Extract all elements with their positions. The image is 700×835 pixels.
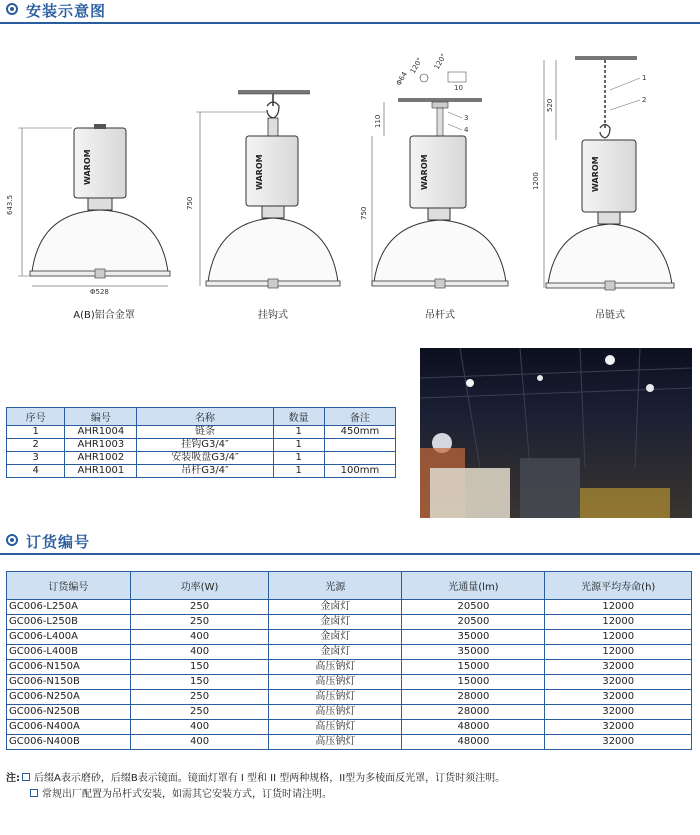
dim-width-1: Φ528 (90, 288, 109, 296)
parts-header-code: 编号 (65, 408, 137, 426)
table-row (7, 426, 396, 439)
cell: AHR1003 (65, 439, 137, 452)
brand-label: WAROM (420, 154, 429, 190)
cell: 金卤灯 (269, 615, 402, 630)
cell: 12000 (545, 630, 692, 645)
cell: 400 (130, 720, 269, 735)
cell: 32000 (545, 720, 692, 735)
cell: 28000 (402, 690, 545, 705)
table-row (7, 645, 692, 660)
installation-diagrams (0, 40, 700, 340)
parts-header-qty: 数量 (273, 408, 324, 426)
cell: 3 (7, 452, 65, 465)
table-row (7, 615, 692, 630)
order-header-row (7, 572, 692, 600)
cell: 1 (7, 426, 65, 439)
cell: GC006-L400A (7, 630, 131, 645)
cell: 150 (130, 660, 269, 675)
note-text: 后缀A表示磨砂，后缀B表示镜面。镜面灯罩有 I 型和 II 型两种规格，II型为多棱面反光罩，订货时须注明。 (34, 773, 506, 784)
cell: 链条 (137, 426, 273, 439)
cell: 1 (273, 465, 324, 478)
cell: 450mm (324, 426, 395, 439)
cell: 高压钠灯 (269, 720, 402, 735)
dim-height-2: 750 (186, 196, 194, 210)
cell: GC006-N400A (7, 720, 131, 735)
cell: 400 (130, 735, 269, 750)
cell (324, 439, 395, 452)
table-row (7, 705, 692, 720)
section-bullet-icon (6, 3, 18, 15)
cell: 1 (273, 426, 324, 439)
order-header-source: 光源 (269, 572, 402, 600)
cell: 4 (7, 465, 65, 478)
cell: 高压钠灯 (269, 660, 402, 675)
dim-top-3: 110 (374, 114, 382, 128)
label-2: 2 (642, 96, 647, 104)
dim-height-4: 1200 (532, 172, 540, 190)
cell: 32000 (545, 705, 692, 720)
square-bullet-icon (30, 789, 38, 797)
cell: 32000 (545, 690, 692, 705)
table-row (7, 660, 692, 675)
label-4: 4 (464, 126, 469, 134)
cell: GC006-L250B (7, 615, 131, 630)
brand-label: WAROM (83, 149, 92, 185)
cell: 48000 (402, 720, 545, 735)
label-3: 3 (464, 114, 469, 122)
fixture-hook-type (186, 90, 340, 288)
cell: AHR1001 (65, 465, 137, 478)
cell: 15000 (402, 660, 545, 675)
order-header-life: 光源平均寿命(h) (545, 572, 692, 600)
parts-table (6, 407, 396, 478)
parts-header-note: 备注 (324, 408, 395, 426)
parts-header-name: 名称 (137, 408, 273, 426)
table-row (7, 600, 692, 615)
cell: GC006-L400B (7, 645, 131, 660)
cell: 250 (130, 600, 269, 615)
dim-height-3: 750 (360, 206, 368, 220)
cell: 12000 (545, 645, 692, 660)
order-header-code: 订货编号 (7, 572, 131, 600)
table-row (7, 720, 692, 735)
note-text: 常规出厂配置为吊杆式安装，如需其它安装方式，订货时请注明。 (42, 789, 332, 800)
dim-phi-3: Φ64 (394, 70, 409, 87)
section-header-install (0, 0, 700, 24)
cell: GC006-N250A (7, 690, 131, 705)
cell: 金卤灯 (269, 600, 402, 615)
cell: 1 (273, 439, 324, 452)
order-header-power: 功率(W) (130, 572, 269, 600)
cell: GC006-L250A (7, 600, 131, 615)
section-bullet-icon (6, 534, 18, 546)
cell: 吊杆G3/4″ (137, 465, 273, 478)
square-bullet-icon (22, 773, 30, 781)
cell: 20500 (402, 615, 545, 630)
caption-rod: 吊杆式 (425, 310, 455, 321)
factory-photo (420, 348, 692, 518)
cell: 32000 (545, 660, 692, 675)
order-table (6, 571, 692, 750)
cell: 金卤灯 (269, 645, 402, 660)
brand-label: WAROM (255, 154, 264, 190)
cell: 150 (130, 675, 269, 690)
note-row (6, 787, 696, 803)
cell: 高压钠灯 (269, 675, 402, 690)
table-row (7, 465, 396, 478)
cell: 32000 (545, 675, 692, 690)
table-row (7, 452, 396, 465)
cell: 400 (130, 645, 269, 660)
fixture-rod-type (360, 52, 508, 288)
table-row (7, 439, 396, 452)
table-row (7, 735, 692, 750)
cell: 250 (130, 615, 269, 630)
label-1: 1 (642, 74, 647, 82)
cell: 48000 (402, 735, 545, 750)
table-row (7, 675, 692, 690)
cell: AHR1004 (65, 426, 137, 439)
caption-hook: 挂钩式 (258, 310, 288, 321)
caption-aluminum: A(B)铝合金罩 (73, 310, 135, 321)
cell: 高压钠灯 (269, 705, 402, 720)
order-header-flux: 光通量(lm) (402, 572, 545, 600)
cell: 2 (7, 439, 65, 452)
table-row (7, 630, 692, 645)
cell: 12000 (545, 615, 692, 630)
note-row (6, 771, 696, 787)
section-title: 安装示意图 (26, 2, 107, 20)
cell: GC006-N150B (7, 675, 131, 690)
cell: 20500 (402, 600, 545, 615)
cell (324, 452, 395, 465)
cell: 15000 (402, 675, 545, 690)
cell: 35000 (402, 630, 545, 645)
fixture-aluminum-shade (6, 124, 170, 296)
cell: 35000 (402, 645, 545, 660)
cell: 高压钠灯 (269, 735, 402, 750)
section-title: 订货编号 (26, 533, 91, 551)
cell: 32000 (545, 735, 692, 750)
cell: 400 (130, 630, 269, 645)
dim-c: 10 (454, 84, 463, 92)
caption-chain: 吊链式 (595, 310, 625, 321)
notes-label: 注: (6, 773, 20, 784)
fixture-chain-type (532, 56, 674, 290)
notes (6, 771, 696, 803)
cell: 100mm (324, 465, 395, 478)
cell: 28000 (402, 705, 545, 720)
cell: GC006-N400B (7, 735, 131, 750)
dim-height-1: 643.5 (6, 194, 14, 215)
cell: 250 (130, 690, 269, 705)
cell: 高压钠灯 (269, 690, 402, 705)
cell: 安装吸盘G3/4″ (137, 452, 273, 465)
parts-header-row (7, 408, 396, 426)
cell: 金卤灯 (269, 630, 402, 645)
dim-top-4: 520 (546, 98, 554, 112)
cell: 挂钩G3/4″ (137, 439, 273, 452)
cell: 250 (130, 705, 269, 720)
cell: 12000 (545, 600, 692, 615)
cell: AHR1002 (65, 452, 137, 465)
cell: 1 (273, 452, 324, 465)
cell: GC006-N250B (7, 705, 131, 720)
dim-angle-b: 120° (432, 52, 449, 71)
table-row (7, 690, 692, 705)
brand-label: WAROM (591, 156, 600, 192)
section-header-order (0, 531, 700, 555)
dim-angle-a: 120° (408, 56, 425, 75)
parts-header-no: 序号 (7, 408, 65, 426)
cell: GC006-N150A (7, 660, 131, 675)
